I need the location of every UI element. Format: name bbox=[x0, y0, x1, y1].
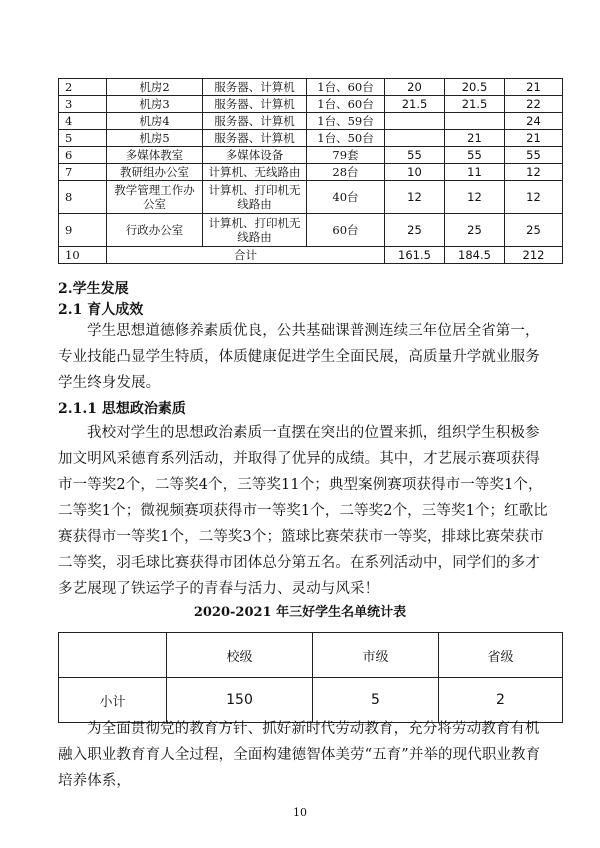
facility-cell-c: 55 bbox=[505, 147, 563, 164]
facility-cell-qty: 60台 bbox=[307, 214, 385, 247]
facility-cell-b: 11 bbox=[445, 164, 505, 181]
facility-cell-c: 21 bbox=[505, 130, 563, 147]
awards-table bbox=[58, 632, 563, 723]
facility-cell-a bbox=[385, 113, 445, 130]
facility-cell-room: 机房4 bbox=[107, 113, 203, 130]
facility-total-c: 212 bbox=[505, 247, 563, 264]
facility-row bbox=[59, 96, 563, 113]
facility-cell-room: 教研组办公室 bbox=[107, 164, 203, 181]
facility-cell-a bbox=[385, 130, 445, 147]
facility-row bbox=[59, 214, 563, 247]
facility-cell-a: 21.5 bbox=[385, 96, 445, 113]
facility-cell-equip: 计算机、无线路由 bbox=[203, 164, 307, 181]
awards-header-cell: 市级 bbox=[313, 633, 439, 678]
awards-value: 5 bbox=[313, 678, 439, 723]
paragraph-labor-text: 为全面贯彻党的教育方针、抓好新时代劳动教育，充分将劳动教育有机融入职业教育育人全过程，全面构建德智体美劳“五育”并举的现代职业教育培养体系， bbox=[58, 721, 541, 789]
facility-cell-c: 22 bbox=[505, 96, 563, 113]
facility-cell-qty: 40台 bbox=[307, 181, 385, 214]
facility-cell-b: 20.5 bbox=[445, 79, 505, 96]
facility-row bbox=[59, 164, 563, 181]
facility-cell-b: 12 bbox=[445, 181, 505, 214]
awards-value: 2 bbox=[439, 678, 563, 723]
awards-row-label: 小计 bbox=[59, 678, 167, 723]
facility-cell-a: 12 bbox=[385, 181, 445, 214]
facility-cell-room: 教学管理工作办公室 bbox=[107, 181, 203, 214]
facility-cell-qty: 1台、60台 bbox=[307, 79, 385, 96]
facility-cell-b: 25 bbox=[445, 214, 505, 247]
facility-total-label: 合计 bbox=[107, 247, 385, 264]
facility-cell-qty: 79套 bbox=[307, 147, 385, 164]
facility-cell-qty: 1台、50台 bbox=[307, 130, 385, 147]
section-heading-2-1: 2.1 育人成效 bbox=[58, 302, 144, 318]
facility-total-no: 10 bbox=[59, 247, 107, 264]
facility-total-b: 184.5 bbox=[445, 247, 505, 264]
paragraph-political-text: 我校对学生的思想政治素质一直摆在突出的位置来抓，组织学生积极参加文明风采德育系列活动，并取得了优异的成绩。其中，才艺展示赛项获得市一等奖2个，二等奖4个，三等奖11个；典型案例赛项获得市一等奖1个，二等奖1个；微视频赛项获得市一等奖1个，二等奖2个，三等奖1个；红歌比赛获得市一等奖1个，二等奖3个；篮球比赛荣获市一等奖，排球比赛荣获市二等奖，羽毛球比赛获得市团体总分第五名。在系列活动中，同学们的多才多艺展现了铁运学子的青春与活力、灵动与风采！ bbox=[58, 425, 548, 597]
awards-value: 150 bbox=[167, 678, 313, 723]
awards-header-row bbox=[59, 633, 563, 678]
facility-table bbox=[58, 78, 563, 264]
facility-cell-b: 21 bbox=[445, 130, 505, 147]
facility-cell-no: 5 bbox=[59, 130, 107, 147]
facility-cell-qty: 1台、60台 bbox=[307, 96, 385, 113]
section-heading-2-1-1: 2.1.1 思想政治素质 bbox=[58, 401, 186, 417]
facility-row bbox=[59, 181, 563, 214]
facility-cell-room: 机房5 bbox=[107, 130, 203, 147]
facility-cell-no: 8 bbox=[59, 181, 107, 214]
facility-cell-no: 2 bbox=[59, 79, 107, 96]
facility-cell-no: 9 bbox=[59, 214, 107, 247]
facility-cell-equip: 计算机、打印机无线路由 bbox=[203, 214, 307, 247]
facility-cell-b bbox=[445, 113, 505, 130]
facility-cell-room: 机房3 bbox=[107, 96, 203, 113]
paragraph-outcomes bbox=[58, 318, 554, 396]
facility-cell-no: 4 bbox=[59, 113, 107, 130]
facility-cell-c: 12 bbox=[505, 164, 563, 181]
table-caption: 2020-2021 年三好学生名单统计表 bbox=[193, 605, 407, 620]
facility-cell-room: 多媒体教室 bbox=[107, 147, 203, 164]
facility-cell-a: 55 bbox=[385, 147, 445, 164]
facility-row bbox=[59, 79, 563, 96]
facility-row bbox=[59, 113, 563, 130]
facility-cell-equip: 服务器、计算机 bbox=[203, 113, 307, 130]
facility-cell-b: 21.5 bbox=[445, 96, 505, 113]
facility-cell-equip: 服务器、计算机 bbox=[203, 96, 307, 113]
facility-cell-c: 12 bbox=[505, 181, 563, 214]
facility-row bbox=[59, 130, 563, 147]
paragraph-outcomes-text: 学生思想道德修养素质优良，公共基础课普测连续三年位居全省第一，专业技能凸显学生特质，体质健康促进学生全面民展，高质量升学就业服务学生终身发展。 bbox=[58, 323, 540, 391]
section-heading-2: 2.学生发展 bbox=[58, 281, 129, 297]
facility-cell-equip: 多媒体设备 bbox=[203, 147, 307, 164]
facility-cell-equip: 服务器、计算机 bbox=[203, 79, 307, 96]
facility-cell-no: 3 bbox=[59, 96, 107, 113]
facility-cell-c: 24 bbox=[505, 113, 563, 130]
facility-row bbox=[59, 147, 563, 164]
facility-total-a: 161.5 bbox=[385, 247, 445, 264]
facility-total-row bbox=[59, 247, 563, 264]
facility-cell-room: 行政办公室 bbox=[107, 214, 203, 247]
facility-cell-qty: 1台、59台 bbox=[307, 113, 385, 130]
facility-cell-qty: 28台 bbox=[307, 164, 385, 181]
facility-cell-equip: 计算机、打印机无线路由 bbox=[203, 181, 307, 214]
facility-cell-equip: 服务器、计算机 bbox=[203, 130, 307, 147]
awards-header-cell: 校级 bbox=[167, 633, 313, 678]
facility-cell-a: 20 bbox=[385, 79, 445, 96]
facility-cell-no: 6 bbox=[59, 147, 107, 164]
facility-cell-c: 21 bbox=[505, 79, 563, 96]
paragraph-labor bbox=[58, 716, 554, 794]
paragraph-political bbox=[58, 420, 554, 602]
awards-header-cell bbox=[59, 633, 167, 678]
facility-cell-no: 7 bbox=[59, 164, 107, 181]
facility-cell-b: 55 bbox=[445, 147, 505, 164]
awards-header-cell: 省级 bbox=[439, 633, 563, 678]
facility-cell-a: 10 bbox=[385, 164, 445, 181]
facility-cell-a: 25 bbox=[385, 214, 445, 247]
facility-cell-room: 机房2 bbox=[107, 79, 203, 96]
facility-cell-c: 25 bbox=[505, 214, 563, 247]
page-number: 10 bbox=[293, 806, 307, 819]
